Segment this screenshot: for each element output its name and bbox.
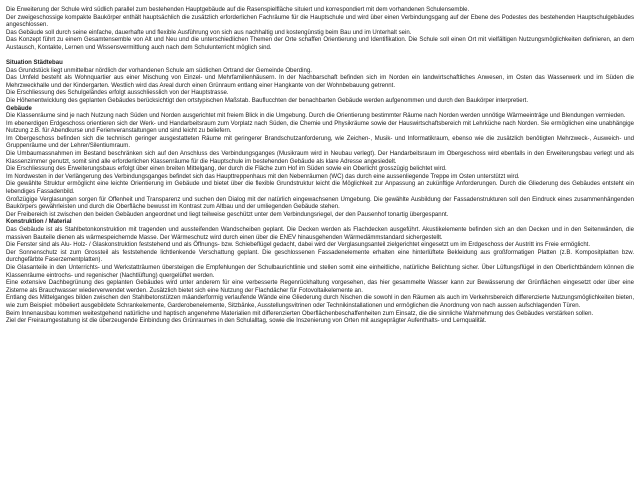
paragraph: Eine extensive Dachbegrünung des geplanten Gebäudes wird unter anderem für eine verbesserte Regenrückhaltung vorgesehen, das hier gesammelte Wasser kann zur Bewässerung der Grünflächen eingesetzt oder über eine Zisterne als Brauchwasser wiederverwendet werden. Zusätzlich bietet sich eine Nutzung der Flachdächer für Fotovoltaikelemente an.	[6, 280, 634, 294]
paragraph: Der Sonnenschutz ist zum Grossteil als feststehende lichtlenkende Verschattung geplant. Die geschlossenen Fassadenelemente erhalten eine hinterlüftete Bekleidung aus großformatigen Platten (z.B. Kompositplatten bzw. durchgefärbte Faserzementplatten).	[6, 249, 634, 264]
paragraph: Das Umfeld besteht als Wohnquartier aus einer Mischung von Einzel- und Mehrfamilienhäusern. In der Nachbarschaft befinden sich im Norden ein landwirtschaftliches Anwesen, im Osten das Wasserwerk und im Süden die Mehrzweckhalle und der Kindergarten. Westlich wird das Areal durch einen Grünraum entlang einer Hangkante von der Wohnbebauung getrennt.	[6, 75, 634, 89]
paragraph: Die Erschliessung des Schulgeländes erfolgt ausschliesslich von der Hauptstrasse.	[6, 90, 229, 97]
paragraph: Die Klassenräume sind je nach Nutzung nach Süden und Norden ausgerichtet mit freiem Blick in die Umgebung. Durch die Orientierung bestimmter Räume nach Norden werden unnötige Wärmeeinträge und Blendungen vermieden.	[6, 113, 626, 120]
paragraph: Beim Innenausbau kommen weitestgehend natürliche und haptisch angenehme Materialien mit differenzierten Oberflächenbeschaffenheiten zum Einsatz, die die sinnliche Wahrnehmung des Gebäudes verstärken sollen.	[6, 310, 594, 317]
section-gebaeude	[6, 106, 634, 220]
paragraph: Das Grundstück liegt unmittelbar nördlich der vorhandenen Schule am südlichen Ortrand der Gemeinde Oberding.	[6, 67, 312, 74]
paragraph: Die Höhenentwicklung des geplanten Gebäudes berücksichtigt den ortstypischen Maßstab. Bauflucchten der benachbarten Gebäude werden aufgenommen und durch den Baukörper interpretiert.	[6, 97, 529, 104]
section-heading: Gebäude	[6, 105, 32, 112]
paragraph: Die Erweiterung der Schule wird südlich parallel zum bestehenden Hauptgebäude auf die Rasenspielfläche situiert und korrespondiert mit dem vorhandenen Schulensemble.	[6, 7, 470, 13]
paragraph: Großzügige Verglasungen sorgen für Offenheit und Transparenz und suchen den Dialog mit der natürlich eingewachsenen Umgebung. Die gewählte Ausbildung der Fassadenstrukturen soll den Eindruck eines zusammenhängenden Baukörpers gewährleisten und durch die Oberfläche bewusst im Kontrast zum Altbau und der umliegenden Gebäude stehen.	[6, 196, 634, 211]
paragraph: Im Nordwesten in der Verlängerung des Verbindungsganges befindet sich das Haupttreppenhaus mit den Nebenräumen (WC) das durch eine aussenliegende Treppe im Osten unterstützt wird.	[6, 173, 520, 180]
paragraph: Ziel der Freiraumgestaltung ist die überzeugende Einbindung des Grünraumes in den Schulalltag, sowie die Inszenierung von Orten mit ausgeprägter Aufenthalts- und Lernqualität.	[6, 318, 487, 325]
paragraph: Im ebenerdigen Erdgeschoss orientieren sich der Werk- und Handarbeitsraum zum Vorplatz nach Süden, die Chemie und Physikräume sowie der Hauswirtschaftsbereich mit Lehrküche nach Norden. Sie ermöglichen eine unabhängige Nutzung z.B. für Abendkurse und Ferienveranstaltungen und sind leicht zu beliefern.	[6, 120, 634, 135]
paragraph: Der Freibereich ist zwischen den beiden Gebäuden angeordnet und liegt teilweise geschützt unter dem Verbindungsriegel, der den Pausenhof tonartig übergespannt.	[6, 211, 449, 218]
paragraph: Die gewählte Struktur ermöglicht eine leichte Orientierung im Gebäude und bietet über die flexible Grundstruktur leicht die Möglichkeit zur Anpassung an zukünftige Anforderungen. Durch die Gliederung des Gebäudes entsteht ein lebendiges Fassadenbild.	[6, 181, 634, 196]
section-situation	[6, 60, 634, 106]
paragraph: Entlang des Mittelganges bilden zwischen den Stahlbetonstützen mäanderformig verlaufende Wände eine Gliederung durch Nischen die sowohl in den Räumen als auch im Verkehrsbereich differenzierte Nutzungsmöglichkeiten bieten, wie zum Beispiel: möbeliert ausgebildete Schrankelemente, Garderobenelemente, Sitzbänke, Ausstellungsvitrinen oder Technikinstallationen und ermöglichen die Anordnung von nach aussen aufschlagenden Türen.	[6, 295, 634, 309]
paragraph: Der zweigeschossige kompakte Baukörper enthält hauptsächlich die zusätzlich erforderlichen Fachräume für die Hauptschule und wird über einen Verbindungsgang auf der Ebene des Podestes des bestehenden Hauptschulgebäudes angeschlossen.	[6, 14, 634, 29]
paragraph: Die Glasanteile in den Unterrichts- und Werkstatträumen übersteigen die Empfehlungen der Schulbaurichtlinie und stellen somit eine einheitliche, natürliche Belichtung sicher. Über Lüftungsflügel in den Oberlichtbändern können die Klassenräume eintrochs- und regenischer (Nachtlüftung) quergelüftet werden.	[6, 264, 634, 279]
section-konstruktion	[6, 219, 634, 325]
paragraph: Die Umbaumassnahmen im Bestand beschränken sich auf den Anschluss des Verbindungsganges (Musikraum wird in Neubau verlegt). Der Handarbeitsraum im Obergeschoss wird ebenfalls in den Erweiterungsbau verlegt und als Klassenzimmer genutzt, somit sind alle erforderlichen Klassenräume für die Hauptschule im bestehenden Gebäude als klare Adresse angesiedelt.	[6, 151, 634, 165]
paragraph: Die Fenster sind als Alu- Holz- / Glaskonstruktion feststehend und als Öffnungs- bzw. Schiebeflügel gedacht, dabei wird der Verglasungsanteil zielgerichtet eingesetzt um im Erdgeschoss der Austritt ins Freie ermöglicht.	[6, 242, 591, 249]
spacer	[6, 53, 634, 60]
paragraph: Die Erschliessung des Erweiterungsbaus erfolgt über einen breiten Mittelgang, der durch die Fläche zum Hof im Süden sowie ein Oberlicht grosszügig belichtet wird.	[6, 166, 447, 173]
intro-section	[6, 7, 634, 53]
section-heading: Situation Städtebau	[6, 59, 63, 66]
paragraph: Das Gebäude ist als Stahlbetonkonstruktion mit tragenden und aussteifenden Wandscheiben geplant. Die Decken werden als Flachdecken ausgeführt. Akustikelemente befinden sich an den Decken und in den Seitenwänden, die massiven Bauteile dienen als wärmespeichernde Masse. Der Wärmeschutz wird durch einen über die ENEV hinausgehenden Wärmedämmstandard sichergestellt.	[6, 227, 634, 241]
section-heading: Konstruktion / Material	[6, 219, 72, 226]
paragraph: Im Obergeschoss befinden sich die technisch geringer ausgestatteten Räume mit geringerer Brandschutzanforderung, wie Zeichen-, Musik- und Informatikraum, ebenso wie die zusätzlich benötigten Mehrzweck-, Ausweich- und Gruppenräume und der Lehrer/Silentiumraum.	[6, 135, 634, 150]
paragraph: Das Gebäude soll durch seine einfache, dauerhafte und flexible Ausführung von sich aus nachhaltig und kostengünstig beim Bau und im Unterhalt sein.	[6, 29, 412, 36]
paragraph: Das Konzept führt zu einem Gesamtensemble von Alt und Neu und die unterschiedlichen Themen der Orte schaffen Orientierung und Identifikation. Die Schule soll einen Ort mit vielfältigen Nutzungsmöglichkeiten definieren, an dem Austausch, Kontakte, Lernen und Wissensvermittlung auch nach dem Schulunterricht möglich sind.	[6, 37, 634, 51]
